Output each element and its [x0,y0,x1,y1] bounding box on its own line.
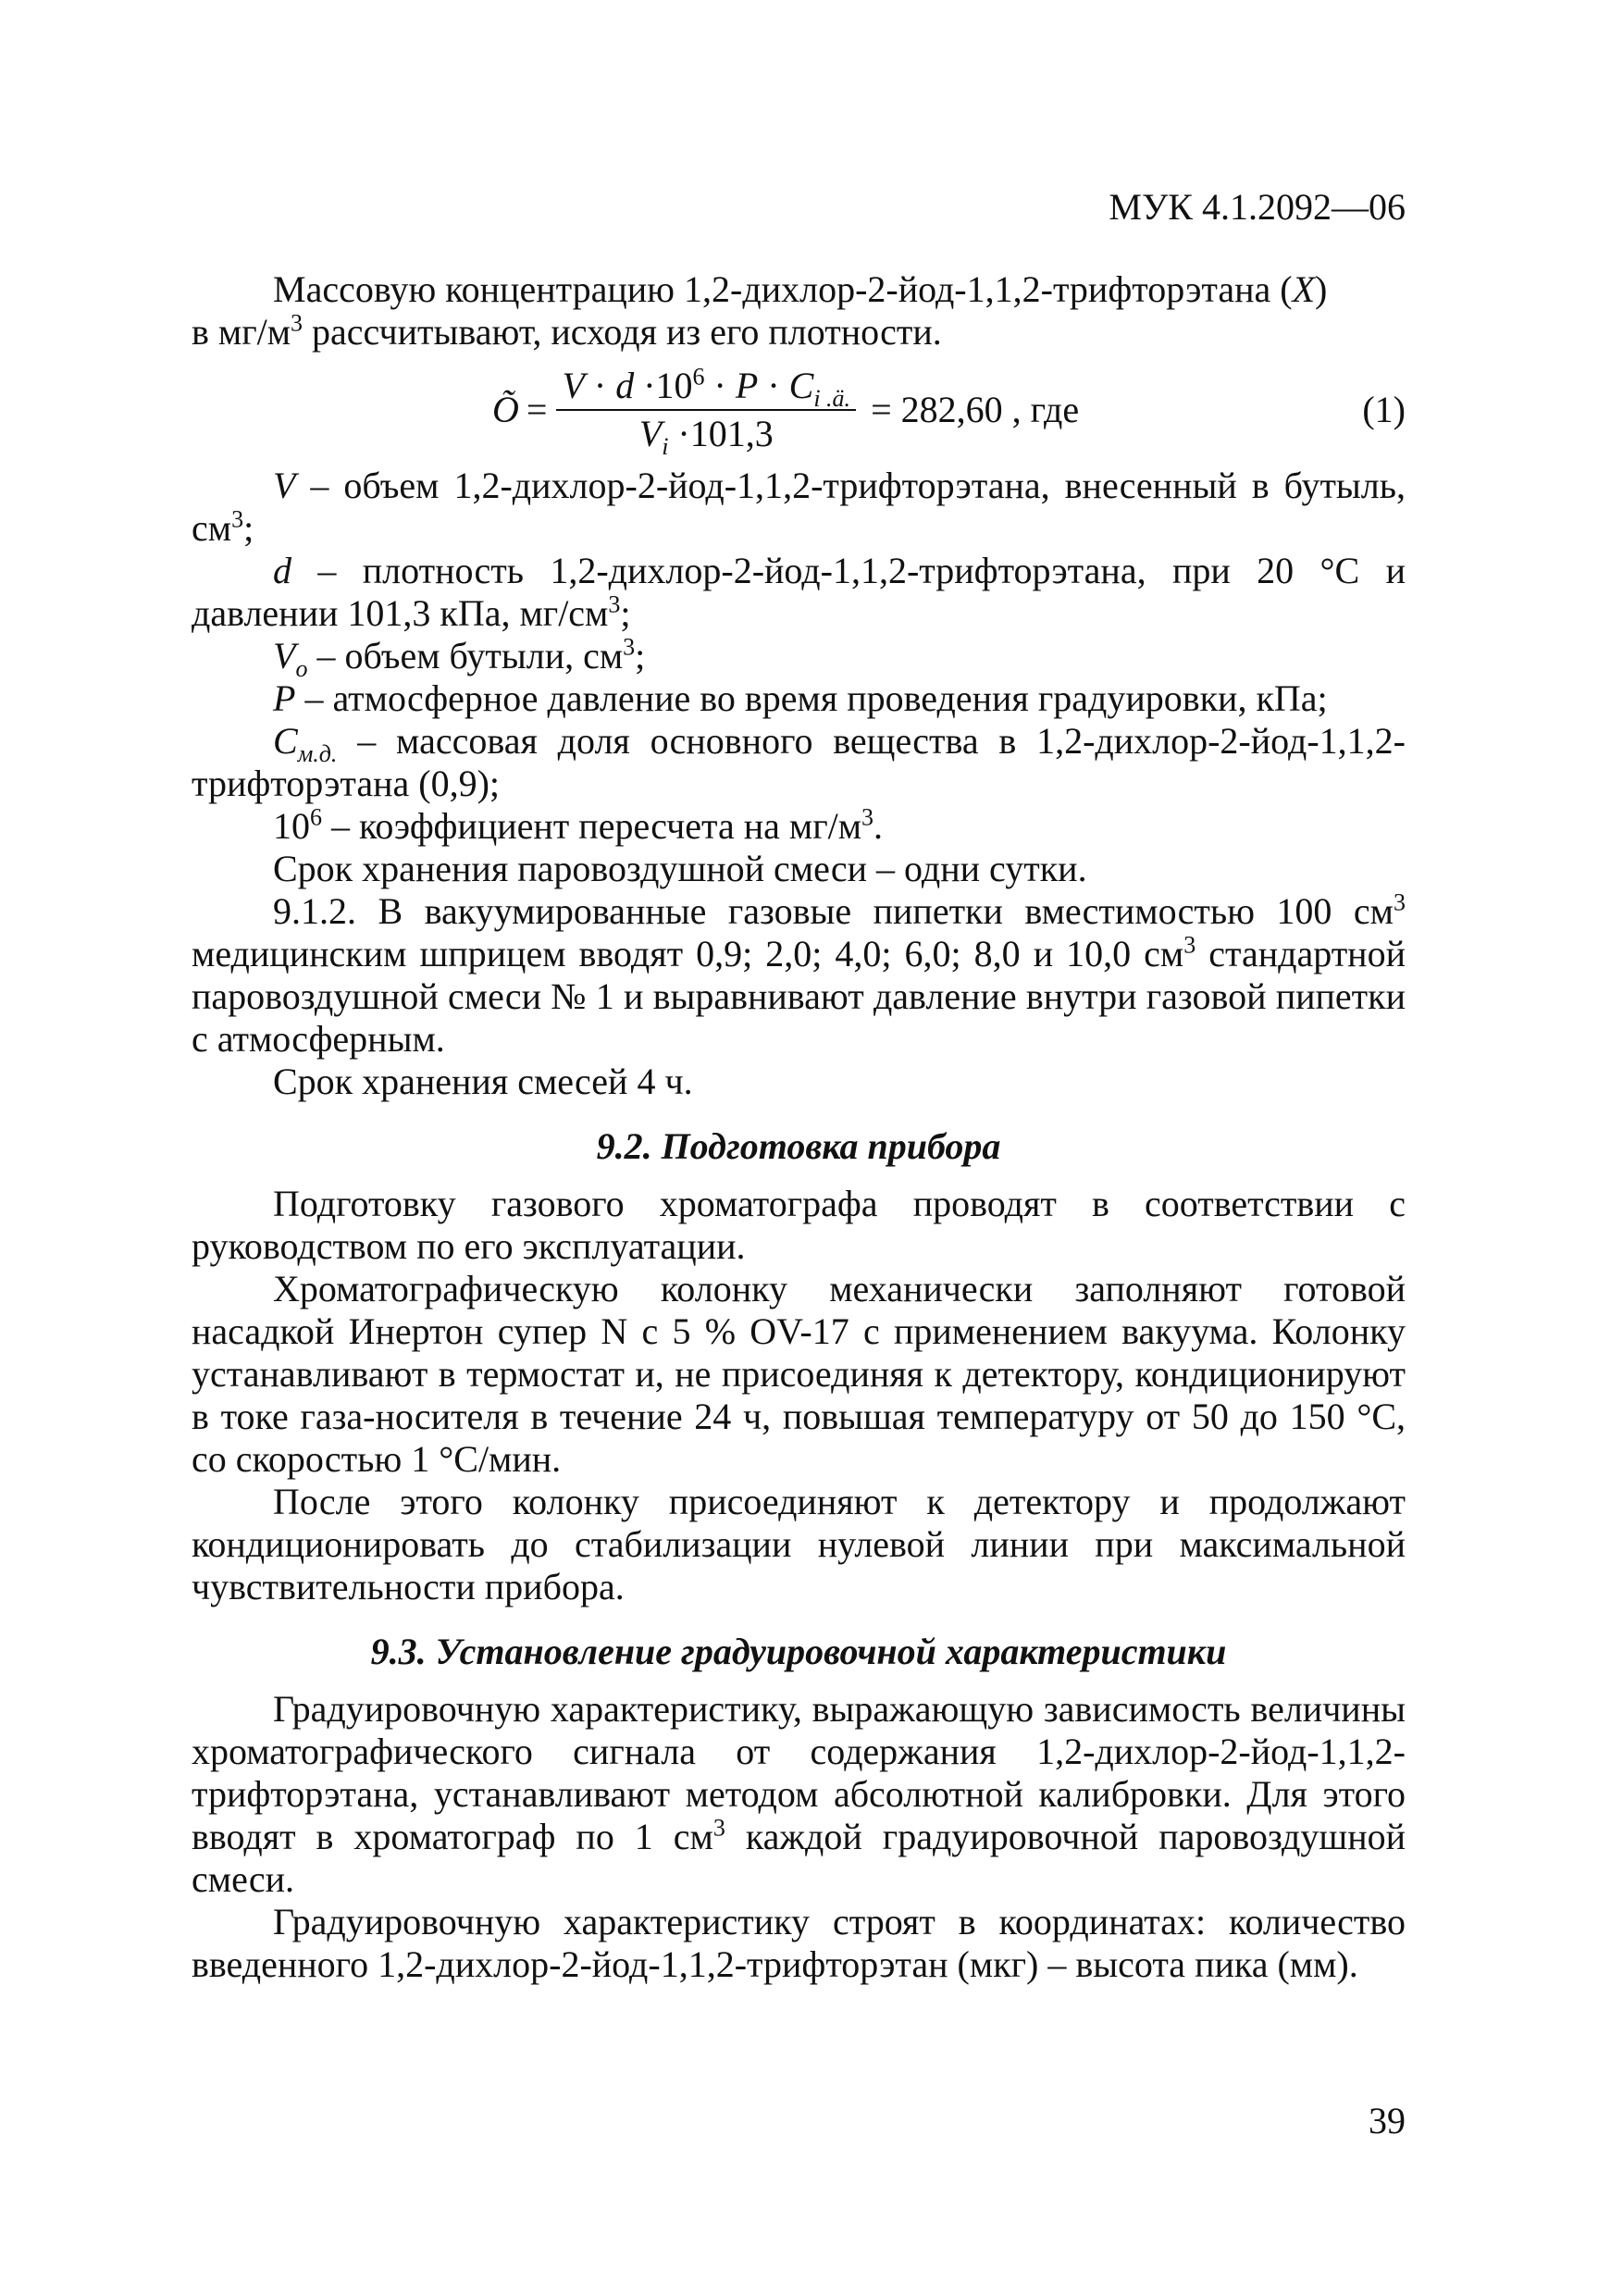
num-op: · [704,365,736,406]
num-c: C [788,365,814,406]
paragraph-text: стандартной паровоздушной смеси № 1 и выравнивают давление внутри газовой пипетки с атмосферным. [192,933,1406,1060]
section-9-2-paragraph-1: Подготовку газового хроматографа проводят в соответствии с руководством по его эксплуатации. [192,1183,1406,1267]
den-rest: ·101,3 [668,413,774,454]
punctuation: . [873,805,884,847]
superscript: 3 [608,590,621,618]
symbol: V [273,635,296,676]
definition-text: – коэффициент пересчета на мг/м [322,805,862,847]
punctuation: ; [620,592,631,634]
den-v: V [638,413,663,454]
storage-paragraph: Срок хранения паровоздушной смеси – одни сутки. [273,848,1087,889]
superscript: 3 [623,633,636,661]
formula-equals: = [526,389,548,430]
num-exp: 6 [692,363,705,391]
definition-d [192,550,1406,635]
symbol: d [273,550,291,591]
num-c-sub: i .ä. [813,385,851,412]
paragraph-text: 9.1.2. В вакуумированные газовые пипетки вместимостью 100 см [273,890,1394,932]
superscript: 3 [1394,888,1406,916]
definition-text: – массовая доля основного вещества в 1,2-дихлор-2-йод-1,1,2-трифторэтана (0,9); [192,720,1406,804]
formula-fraction [556,363,856,460]
subscript: o [295,655,308,682]
page-number: 39 [1369,2100,1406,2141]
num-d: d [615,365,635,406]
superscript: 3 [231,505,244,533]
paragraph-text: Градуировочную характеристику, выражающую зависимость величины хроматографического сигнала от содержания 1,2-дихлор-2-йод-1,1,2-трифторэтана, устанавливают методом абсолютной калибровки. Для этого вводят в хроматограф по 1 см [192,1688,1406,1857]
num-v: V [562,365,585,406]
paragraph-9-1-2 [192,890,1406,1061]
paragraph-text: каждой градуировочной паровоздушной смеси. [192,1816,1406,1900]
section-title-9-3: 9.3. Установление градуировочной характеристики [370,1631,1227,1672]
punctuation: ; [635,635,646,676]
num-op: · [584,365,616,406]
definition-text: – атмосферное давление во время проведения градуировки, кПа; [295,677,1328,719]
num-ten: ·10 [634,365,693,406]
punctuation: ; [243,507,254,549]
section-9-2-paragraph-3: После этого колонку присоединяют к детектору и продолжают кондиционировать до стабилизации нулевой линии при максимальной чувствительности прибора. [192,1481,1406,1607]
intro-paragraph [192,268,1406,311]
definition-text: – плотность 1,2-дихлор-2-йод-1,1,2-трифторэтана, при 20 °С и давлении 101,3 кПа, мг/см [192,550,1406,634]
symbol: P [273,677,296,719]
definition-text: – объем 1,2-дихлор-2-йод-1,1,2-трифторэтана, внесенный в бутыль, см [192,465,1406,549]
intro-text-close: ) [1315,268,1328,310]
symbol: V [273,465,296,506]
formula-row [192,359,1406,461]
formula-denominator [634,411,779,460]
superscript: 3 [291,309,304,337]
intro-text-end: рассчитывают, исходя из его плотности. [303,311,942,353]
section-9-3-paragraph-1 [192,1688,1406,1901]
definition-v [192,465,1406,550]
definition-p [192,677,1406,720]
definition-c [192,720,1406,805]
definition-text: – объем бутыли, см [307,635,624,676]
formula-result: = 282,60 , где [871,389,1080,430]
superscript: 3 [1183,931,1196,959]
page-content [192,268,1406,1986]
variable-x: X [1292,268,1315,310]
subscript: м.д. [297,740,338,767]
coefficient-base: 10 [273,805,310,847]
intro-paragraph-cont [192,311,1406,354]
num-op: · [758,365,789,406]
intro-text: Массовую концентрацию 1,2-дихлор-2-йод-1,1,2-трифторэтана ( [273,268,1293,310]
section-9-3-paragraph-2: Градуировочную характеристику строят в координатах: количество введенного 1,2-дихлор-2-йод-1,1,2-трифторэтан (мкг) – высота пика (мм). [192,1901,1406,1985]
definition-vo [192,633,1406,682]
superscript: 6 [310,803,322,831]
intro-unit: в мг/м [192,311,291,353]
equation-number: (1) [1362,389,1406,430]
symbol: C [273,720,298,762]
section-9-2-paragraph-2: Хроматографическую колонку механически заполняют готовой насадкой Инертон супер N с 5 % OV-17 с применением вакуума. Колонку устанавливают в термостат и, не присоединяя к детектору, кондиционируют в токе газа-носителя в течение 24 ч, повышая температуру от 50 до 150 °С, со скоростью 1 °С/мин. [192,1268,1406,1480]
paragraph-text: медицинским шприцем вводят 0,9; 2,0; 4,0; 6,0; 8,0 и 10,0 см [192,933,1184,974]
superscript: 3 [712,1814,725,1842]
formula [492,359,1079,461]
superscript: 3 [861,803,874,831]
num-p: P [735,365,759,406]
definition-coefficient [192,805,1406,848]
den-v-sub: i [662,433,669,460]
formula-numerator [556,363,856,412]
formula-lhs: Õ [492,389,519,430]
page-header-doc-code: МУК 4.1.2092—06 [1109,186,1406,228]
storage-mixtures-paragraph: Срок хранения смесей 4 ч. [273,1061,693,1102]
section-title-9-2: 9.2. Подготовка прибора [596,1125,1001,1167]
